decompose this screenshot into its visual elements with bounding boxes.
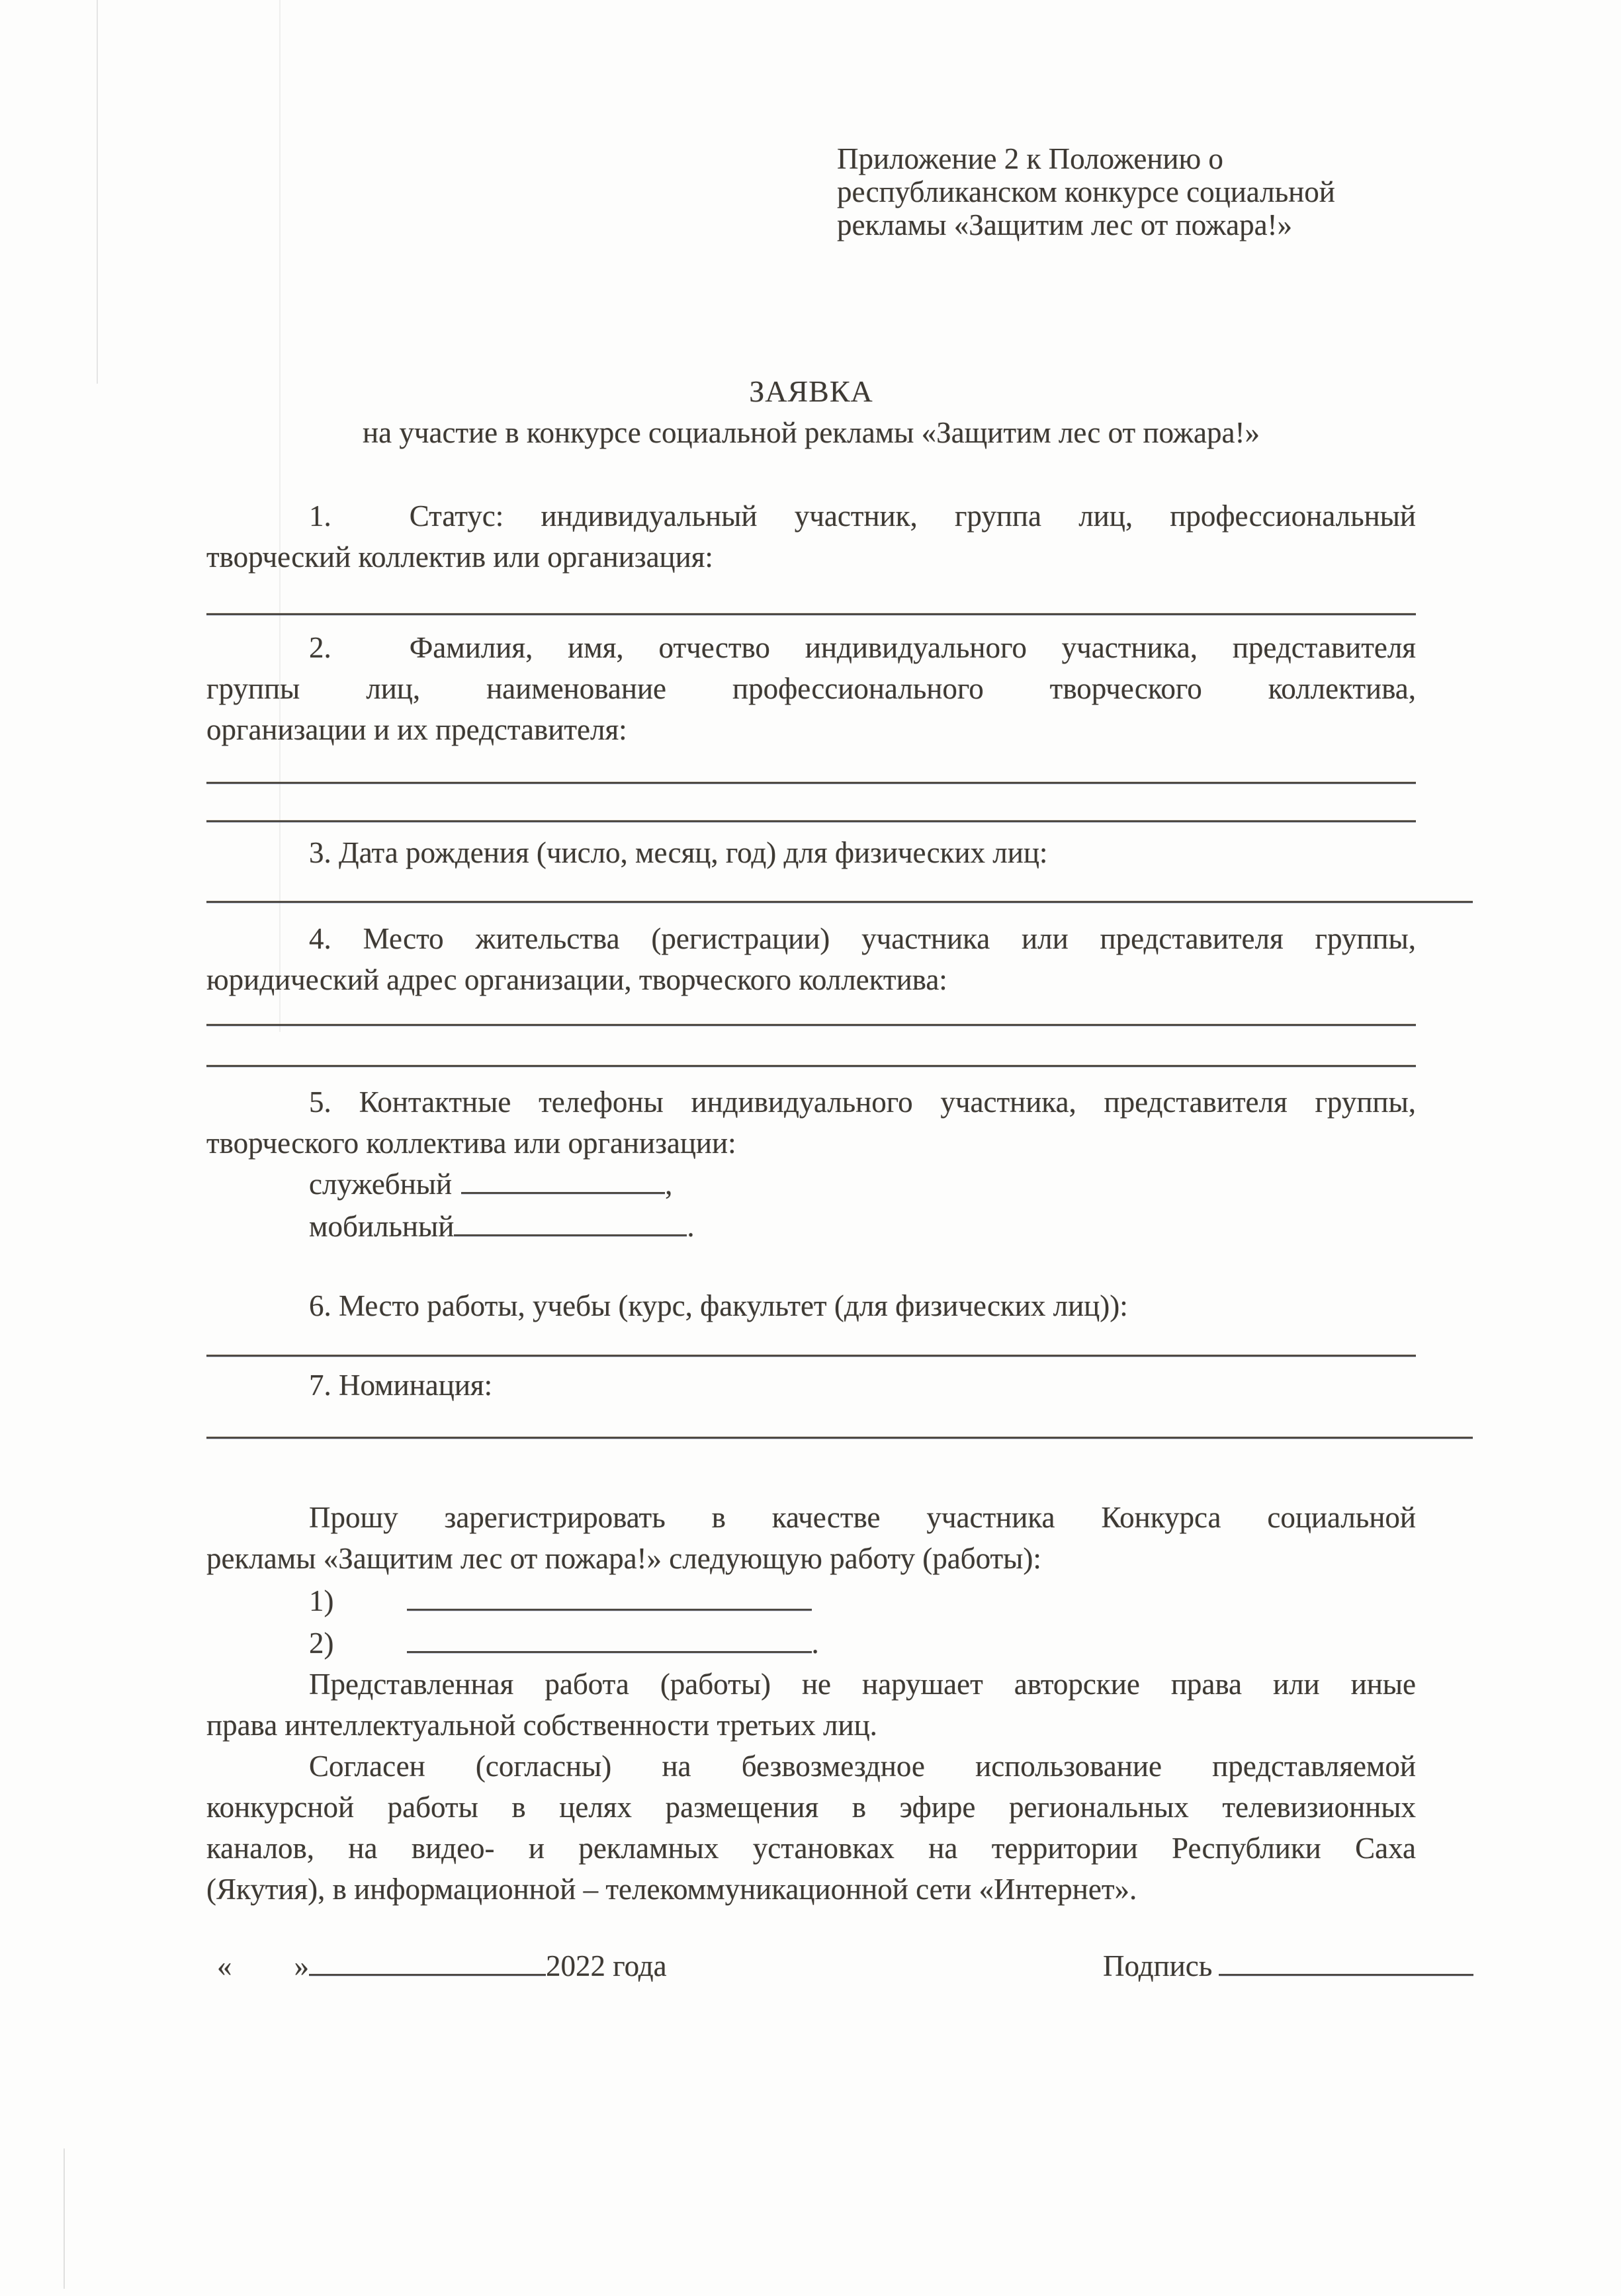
item-4-address xyxy=(206,918,1416,1000)
item-text: организации и их представителя: xyxy=(206,713,627,746)
page-content xyxy=(206,0,1416,1986)
item-6-workplace xyxy=(206,1285,1416,1326)
item-text: Статус: индивидуальный участник, группа лиц, профессиональный xyxy=(409,499,1416,532)
fill-in-blank xyxy=(1219,1969,1473,1976)
paragraph-line: рекламы «Защитим лес от пожара!» следующую работу (работы): xyxy=(206,1542,1041,1575)
item-text: юридический адрес организации, творческого коллектива: xyxy=(206,963,947,996)
paragraph-line: права интеллектуальной собственности третьих лиц. xyxy=(206,1709,877,1742)
paragraph-line: (Якутия), в информационной – телекоммуникационной сети «Интернет». xyxy=(206,1873,1137,1906)
work-entry-suffix: . xyxy=(811,1627,819,1660)
footer-row xyxy=(206,1945,1416,1986)
item-1-status xyxy=(206,495,1416,577)
form-title: ЗАЯВКА xyxy=(749,374,873,408)
item-2-full-name xyxy=(206,627,1416,750)
work-entry-number: 1) xyxy=(309,1584,334,1617)
phone-work-label: служебный xyxy=(309,1168,453,1201)
fill-in-line xyxy=(206,613,1416,615)
work-entry-1-row xyxy=(206,1580,1416,1621)
fill-in-blank xyxy=(407,1646,812,1653)
fill-in-line xyxy=(206,1024,1416,1026)
item-text: 3. Дата рождения (число, месяц, год) для физических лиц: xyxy=(309,836,1048,869)
paragraph-line: каналов, на видео- и рекламных установках на территории Республики Саха xyxy=(206,1832,1416,1865)
fill-in-line xyxy=(206,820,1416,822)
paragraph-line: конкурсной работы в целях размещения в эфире региональных телевизионных xyxy=(206,1791,1416,1824)
item-number: 1. xyxy=(309,499,331,532)
phone-mobile-suffix: . xyxy=(687,1210,695,1243)
signature-row xyxy=(1103,1945,1473,1986)
work-entry-number: 2) xyxy=(309,1627,334,1660)
signature-label: Подпись xyxy=(1103,1949,1213,1982)
item-3-birthdate xyxy=(206,832,1416,873)
request-paragraph xyxy=(206,1497,1416,1579)
item-number: 2. xyxy=(309,631,331,664)
fill-in-line xyxy=(206,1437,1473,1439)
item-text: Фамилия, имя, отчество индивидуального участника, представителя xyxy=(409,631,1416,664)
fill-in-blank xyxy=(407,1604,812,1611)
fill-in-blank xyxy=(454,1230,687,1236)
appendix-note xyxy=(837,142,1416,241)
year-label: 2022 года xyxy=(546,1949,667,1982)
fill-in-line xyxy=(206,1065,1416,1067)
declaration-paragraph xyxy=(206,1664,1416,1746)
paragraph-line: Прошу зарегистрировать в качестве участника Конкурса социальной xyxy=(309,1501,1416,1534)
form-subtitle: на участие в конкурсе социальной рекламы «Защитим лес от пожара!» xyxy=(363,416,1260,449)
item-text: 5. Контактные телефоны индивидуального участника, представителя группы, xyxy=(309,1085,1416,1119)
appendix-note-line: республиканском конкурсе социальной xyxy=(837,175,1335,208)
work-entry-2-row xyxy=(206,1623,1416,1664)
item-text: творческого коллектива или организации: xyxy=(206,1127,736,1160)
item-text: 6. Место работы, учебы (курс, факультет (для физических лиц)): xyxy=(309,1289,1128,1322)
scan-artifact-line xyxy=(97,0,98,384)
paragraph-line: Согласен (согласны) на безвозмездное использование представляемой xyxy=(309,1750,1416,1783)
item-text: 7. Номинация: xyxy=(309,1369,493,1402)
item-5-phones xyxy=(206,1082,1416,1164)
quote-close: » xyxy=(294,1949,309,1982)
quote-open: « xyxy=(217,1949,232,1982)
fill-in-line xyxy=(206,901,1473,903)
phone-work-row xyxy=(206,1164,1416,1205)
fill-in-blank xyxy=(309,1969,546,1976)
item-text: группы лиц, наименование профессионального творческого коллектива, xyxy=(206,672,1416,705)
phone-mobile-row xyxy=(206,1206,1416,1247)
paragraph-line: Представленная работа (работы) не нарушает авторские права или иные xyxy=(309,1668,1416,1701)
fill-in-blank xyxy=(461,1187,665,1194)
consent-paragraph xyxy=(206,1746,1416,1910)
item-7-nomination xyxy=(206,1365,1416,1406)
item-text: творческий коллектив или организация: xyxy=(206,540,713,574)
phone-work-suffix: , xyxy=(665,1168,673,1201)
fill-in-line xyxy=(206,1355,1416,1357)
appendix-note-line: Приложение 2 к Положению о xyxy=(837,142,1223,175)
appendix-note-line: рекламы «Защитим лес от пожара!» xyxy=(837,208,1293,241)
phone-mobile-label: мобильный xyxy=(309,1210,455,1243)
item-text: 4. Место жительства (регистрации) участника или представителя группы, xyxy=(309,922,1416,955)
scan-artifact-line xyxy=(64,2148,65,2289)
fill-in-line xyxy=(206,782,1416,784)
